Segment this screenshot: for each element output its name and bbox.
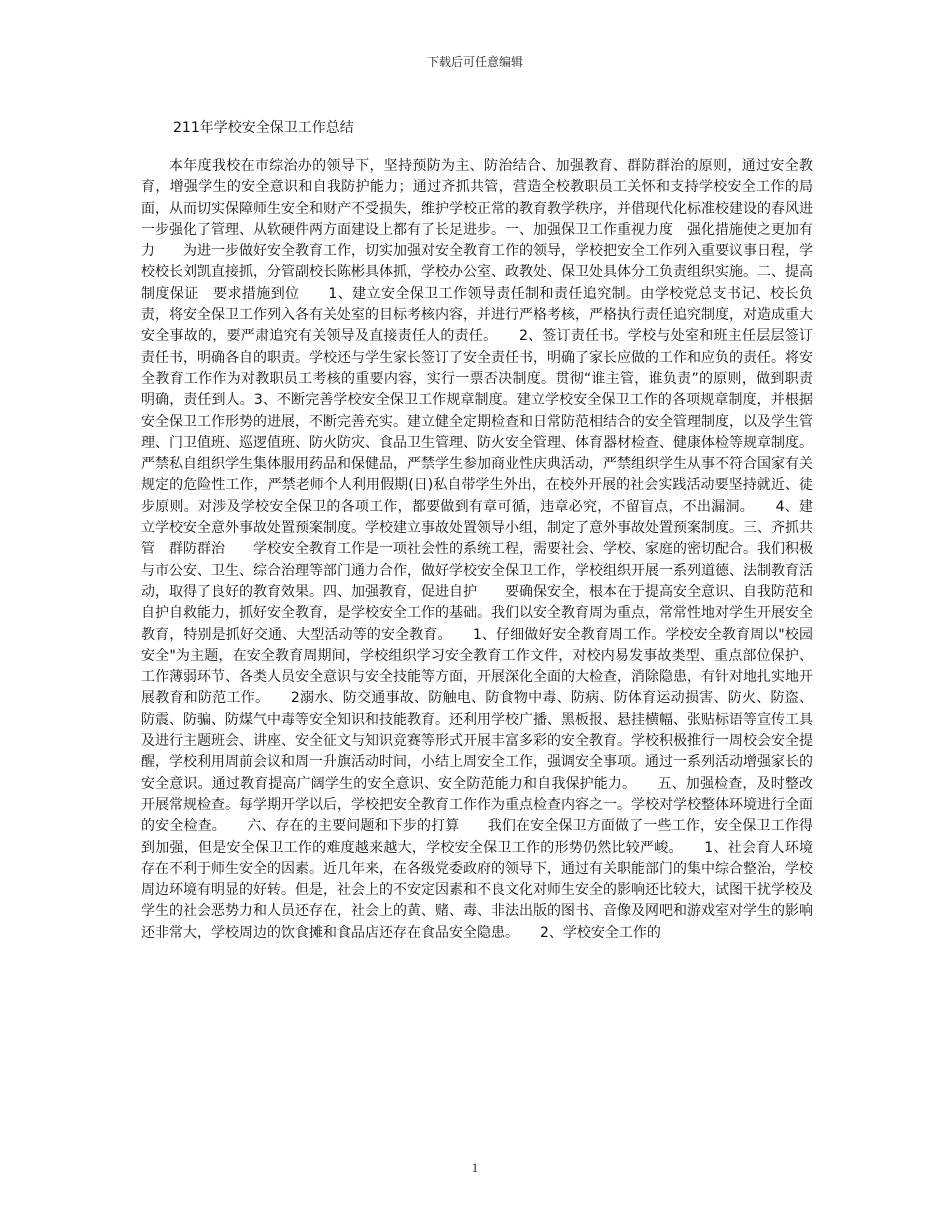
page-number: 1	[471, 1160, 479, 1175]
document-body	[141, 156, 841, 944]
page-header-note: 下载后可任意编辑	[426, 55, 523, 69]
document-title: 211年学校安全保卫工作总结	[173, 120, 354, 136]
body-paragraph: 本年度我校在市综治办的领导下，坚持预防为主、防治结合、加强教育、群防群治的原则，通过安全教育，增强学生的安全意识和自我防护能力；通过齐抓共管，营造全校教职员工关怀和支持学校安全工作的局面，从而切实保障师生安全和财产不受损失，维护学校正常的教育教学秩序，并借现代化标准校建设的春风进一步强化了管理、从软硬件两方面建设上都有了长足进步。一、加强保卫工作重视力度 强化措施使之更加有力 为进一步做好安全教育工作，切实加强对安全教育工作的领导，学校把安全工作列入重要议事日程，学校校长刘凯直接抓，分管副校长陈彬具体抓，学校办公室、政教处、保卫处具体分工负责组织实施。二、提高制度保证 要求措施到位 1、建立安全保卫工作领导责任制和责任追究制。由学校党总支书记、校长负责，将安全保卫工作列入各有关处室的目标考核内容，并进行严格考核，严格执行责任追究制度，对造成重大安全事故的，要严肃追究有关领导及直接责任人的责任。 2、签订责任书。学校与处室和班主任层层签订责任书，明确各自的职责。学校还与学生家长签订了安全责任书，明确了家长应做的工作和应负的责任。将安全教育工作作为对教职员工考核的重要内容，实行一票否决制度。贯彻“谁主管，谁负责”的原则，做到职责明确，责任到人。3、不断完善学校安全保卫工作规章制度。建立学校安全保卫工作的各项规章制度，并根据安全保卫工作形势的进展，不断完善充实。建立健全定期检查和日常防范相结合的安全管理制度，以及学生管理、门卫值班、巡逻值班、防火防灾、食品卫生管理、防火安全管理、体育器材检查、健康体检等规章制度。严禁私自组织学生集体服用药品和保健品，严禁学生参加商业性庆典活动，严禁组织学生从事不符合国家有关规定的危险性工作，严禁老师个人利用假期(日)私自带学生外出，在校外开展的社会实践活动要坚持就近、徒步原则。对涉及学校安全保卫的各项工作，都要做到有章可循，违章必究，不留盲点，不出漏洞。 4、建立学校安全意外事故处置预案制度。学校建立事故处置领导小组，制定了意外事故处置预案制度。三、齐抓共管 群防群治 学校安全教育工作是一项社会性的系统工程，需要社会、学校、家庭的密切配合。我们积极与市公安、卫生、综合治理等部门通力合作，做好学校安全保卫工作，学校组织开展一系列道德、法制教育活动，取得了良好的教育效果。四、加强教育，促进自护 要确保安全，根本在于提高安全意识、自我防范和自护自救能力，抓好安全教育，是学校安全工作的基础。我们以安全教育周为重点，常常性地对学生开展安全教育，特别是抓好交通、大型活动等的安全教育。 1、仔细做好安全教育周工作。学校安全教育周以"校园安全"为主题，在安全教育周期间，学校组织学习安全教育工作文件，对校内易发事故类型、重点部位保护、工作薄弱环节、各类人员安全意识与安全技能等方面，开展深化全面的大检查，消除隐患，有针对地扎实地开展教育和防范工作。 2溺水、防交通事故、防触电、防食物中毒、防病、防体育运动损害、防火、防盗、防震、防骗、防煤气中毒等安全知识和技能教育。还利用学校广播、黑板报、悬挂横幅、张贴标语等宣传工具及进行主题班会、讲座、安全征文与知识竞赛等形式开展丰富多彩的安全教育。学校积极推行一周校会安全提醒，学校利用周前会议和周一升旗活动时间，小结上周安全工作，强调安全事项。通过一系列活动增强家长的安全意识。通过教育提高广阔学生的安全意识、安全防范能力和自我保护能力。 五、加强检查，及时整改 开展常规检查。每学期开学以后，学校把安全教育工作作为重点检查内容之一。学校对学校整体环境进行全面的安全检查。 六、存在的主要问题和下步的打算 我们在安全保卫方面做了一些工作，安全保卫工作得到加强，但是安全保卫工作的难度越来越大，学校安全保卫工作的形势仍然比较严峻。 1、社会育人环境存在不利于师生安全的因素。近几年来，在各级党委政府的领导下，通过有关职能部门的集中综合整治，学校周边环境有明显的好转。但是，社会上的不安定因素和不良文化对师生安全的影响还比较大，试图干扰学校及学生的社会恶势力和人员还存在，社会上的黄、赌、毒、非法出版的图书、音像及网吧和游戏室对学生的影响还非常大，学校周边的饮食摊和食品店还存在食品安全隐患。 2、学校安全工作的	[141, 158, 841, 941]
